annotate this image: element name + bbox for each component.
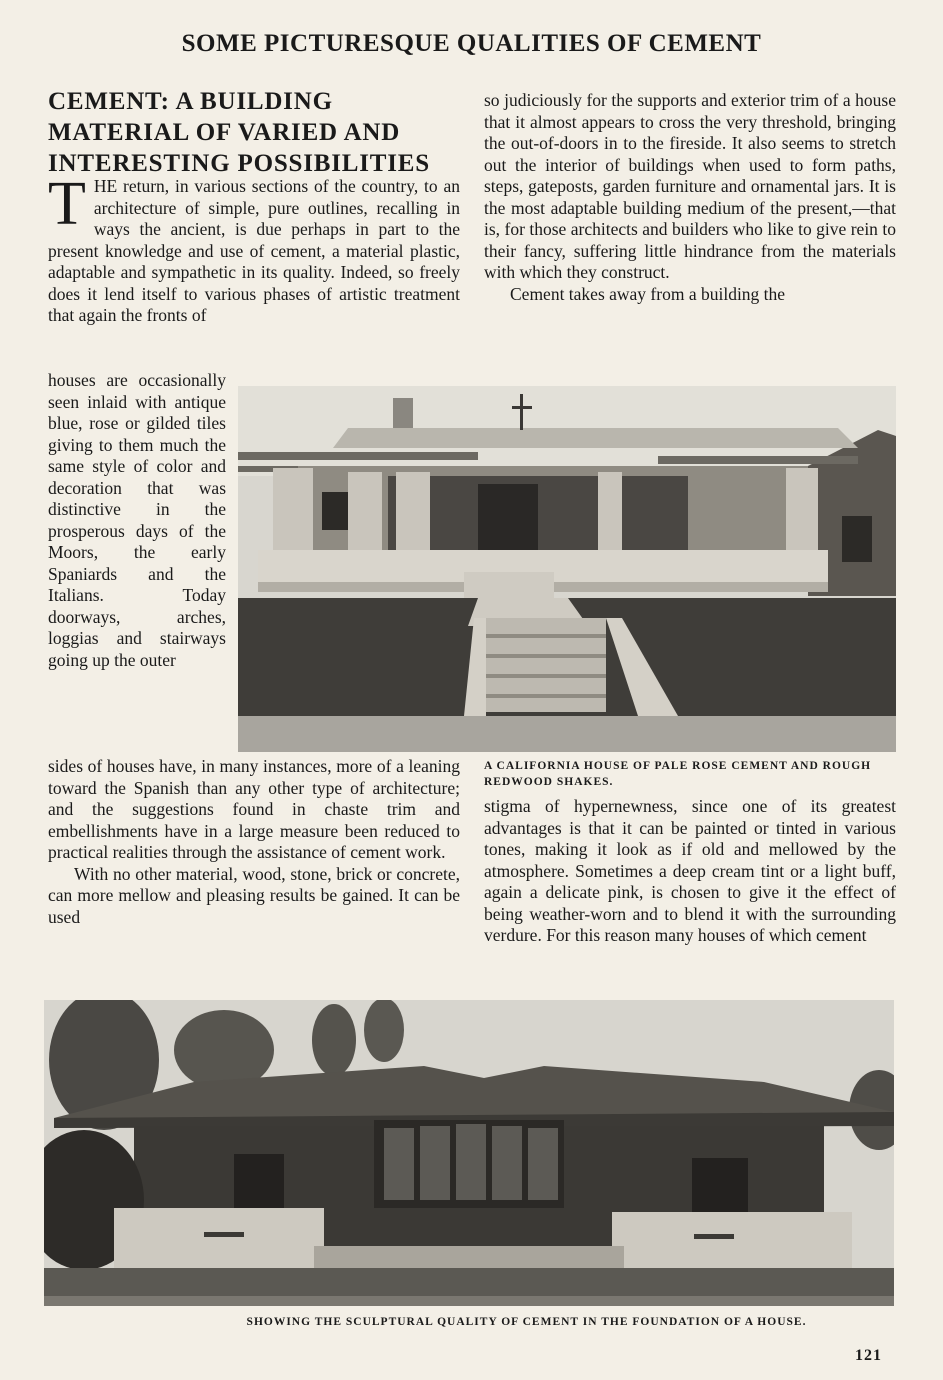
col2-bottom-block: [484, 796, 896, 947]
col1-top-text: HE return, in various sections of the country, to an architecture of simple, pure outlines, recalling in ways the ancient, is due perhaps in part to the present knowledge and use of cement, a material plastic, adaptable and sympathetic in its quality. Indeed, so freely does it lend itself to various phases of artistic treatment that again the fronts of: [48, 176, 460, 325]
col2-top-block: [484, 90, 896, 305]
photo1-caption: A CALIFORNIA HOUSE OF PALE ROSE CEMENT AND ROUGH REDWOOD SHAKES.: [484, 760, 872, 788]
article-title: CEMENT: A BUILDING MATERIAL OF VARIED AND INTERESTING POSSIBILITIES: [48, 88, 430, 177]
drop-cap: T: [48, 170, 86, 238]
col1-narrow-text: houses are occasionally seen inlaid with antique blue, rose or gilded tiles giving to them much the same style of color and decoration that was distinctive in the prosperous days of the Moors, the early Spaniards and the Italians. Today doorways, arches, loggias and stairways going up the outer: [48, 370, 226, 670]
col2-para2-start: Cement takes away from a building the: [510, 283, 786, 304]
page-number: 121: [855, 1347, 882, 1364]
col2-top-text: so judiciously for the supports and exterior trim of a house that it almost appears to cross the very threshold, bringing the out-of-doors in to the fireside. It also seems to stretch out the interior of buildings when used to form paths, steps, gateposts, garden furniture and ornamental jars. It is the most adaptable building medium of the present,—that is, for those architects and builders who like to give rein to their fancy, suffering little hindrance from the materials with which they construct.: [484, 90, 896, 282]
bungalow-photo: [44, 1000, 894, 1306]
col1-bottom-block: [48, 756, 460, 928]
running-head: SOME PICTURESQUE QUALITIES OF CEMENT: [181, 30, 762, 57]
california-house-photo: [238, 386, 896, 752]
photo2-caption: SHOWING THE SCULPTURAL QUALITY OF CEMENT IN THE FOUNDATION OF A HOUSE.: [246, 1316, 807, 1328]
col2-bottom-text: stigma of hypernewness, since one of its greatest advantages is that it can be painted or tinted in various tones, making it look as if old and mellowed by the atmosphere. Sometimes a deep cream tint or a light buff, again a delicate pink, is chosen to give it the effect of being weather-worn and to blend it with the surrounding verdure. For this reason many houses of which cement: [484, 796, 896, 945]
col1-top-block: [48, 170, 460, 327]
col1-para2-text: With no other material, wood, stone, brick or concrete, can more mellow and pleasing results be gained. It can be used: [48, 863, 460, 927]
col1-bottom-text: sides of houses have, in many instances, more of a leaning toward the Spanish than any other type of architecture; and the suggestions found in chaste trim and embellishments have in a large measure been reduced to practical realities through the assistance of cement work.: [48, 756, 460, 862]
